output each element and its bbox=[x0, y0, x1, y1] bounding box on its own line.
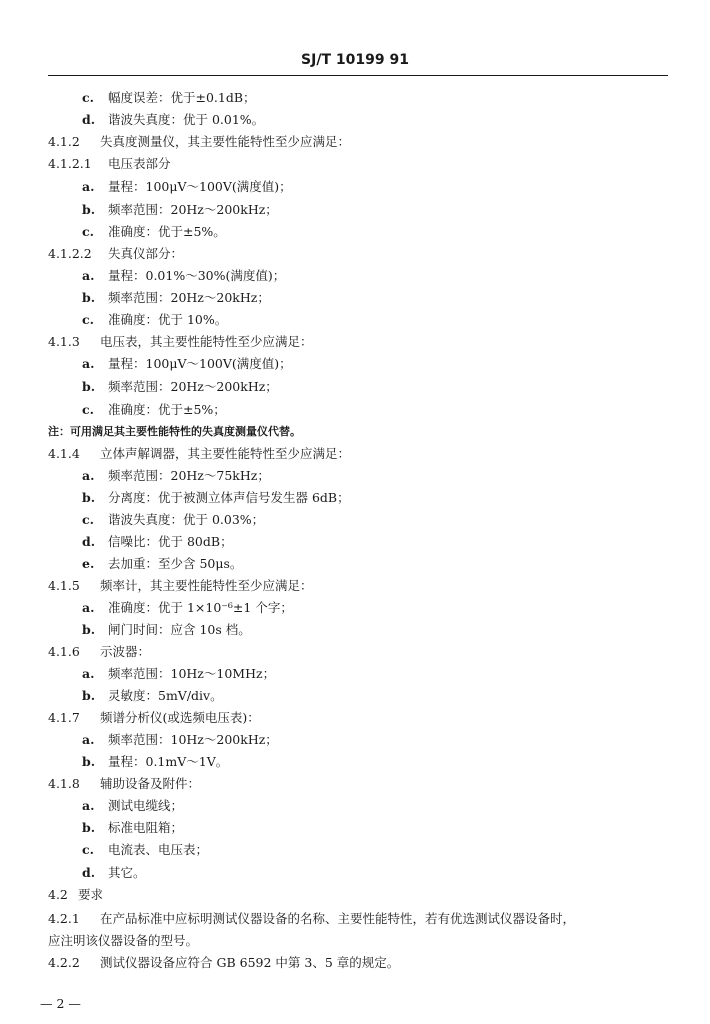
item-label: b. bbox=[82, 290, 96, 305]
document-line bbox=[0, 422, 690, 442]
document-line bbox=[0, 796, 690, 816]
item-label: a. bbox=[82, 798, 95, 813]
document-line bbox=[0, 110, 690, 130]
document-line bbox=[0, 200, 690, 220]
document-line bbox=[0, 88, 690, 108]
line-text: 准确度：优于 10%。 bbox=[108, 312, 228, 327]
line-text: 测试电缆线； bbox=[108, 798, 184, 813]
line-text: 频率范围：10Hz～200kHz； bbox=[108, 732, 278, 747]
item-label: c. bbox=[82, 312, 94, 327]
document-line bbox=[0, 554, 690, 574]
document-line bbox=[0, 244, 690, 264]
line-text: 幅度误差：优于±0.1dB； bbox=[108, 90, 256, 105]
line-text: 电压表部分 bbox=[108, 156, 171, 171]
line-text: 谐波失真度：优于 0.01%。 bbox=[108, 112, 265, 127]
section-number: 4.1.4 bbox=[48, 446, 80, 461]
document-line bbox=[0, 642, 690, 662]
document-line bbox=[0, 885, 690, 905]
item-label: b. bbox=[82, 688, 96, 703]
section-number: 4.1.6 bbox=[48, 644, 80, 659]
line-text: 去加重：至少含 50μs。 bbox=[108, 556, 243, 571]
line-text: 失真仪部分： bbox=[108, 246, 184, 261]
line-text: 立体声解调器，其主要性能特性至少应满足： bbox=[100, 446, 351, 461]
line-text: 量程：100μV～100V(满度值)； bbox=[108, 356, 292, 371]
page-header: SJ/T 10199 91 bbox=[301, 52, 409, 68]
section-number: 4.2.2 bbox=[48, 955, 80, 970]
document-line bbox=[0, 288, 690, 308]
document-line bbox=[0, 730, 690, 750]
line-text: 频率范围：10Hz～10MHz； bbox=[108, 666, 276, 681]
line-text: 频率范围：20Hz～200kHz； bbox=[108, 379, 278, 394]
item-label: d. bbox=[82, 112, 96, 127]
item-label: a. bbox=[82, 666, 95, 681]
item-label: b. bbox=[82, 820, 96, 835]
document-line bbox=[0, 354, 690, 374]
item-label: c. bbox=[82, 402, 94, 417]
item-label: b. bbox=[82, 490, 96, 505]
line-text: 应注明该仪器设备的型号。 bbox=[48, 933, 199, 948]
document-line bbox=[0, 400, 690, 420]
item-label: e. bbox=[82, 556, 95, 571]
line-text: 辅助设备及附件： bbox=[100, 776, 201, 791]
item-label: c. bbox=[82, 224, 94, 239]
document-line bbox=[0, 818, 690, 838]
item-label: a. bbox=[82, 468, 95, 483]
document-line bbox=[0, 177, 690, 197]
document-line bbox=[0, 377, 690, 397]
document-line bbox=[0, 708, 690, 728]
document-line bbox=[0, 909, 690, 929]
document-line bbox=[0, 664, 690, 684]
line-text: 频率范围：20Hz～20kHz； bbox=[108, 290, 270, 305]
item-label: a. bbox=[82, 356, 95, 371]
line-text: 频率范围：20Hz～75kHz； bbox=[108, 468, 270, 483]
line-text: 信噪比：优于 80dB； bbox=[108, 534, 233, 549]
item-label: a. bbox=[82, 179, 95, 194]
item-label: c. bbox=[82, 90, 94, 105]
document-line bbox=[0, 332, 690, 352]
section-number: 4.1.3 bbox=[48, 334, 80, 349]
document-line bbox=[0, 598, 690, 618]
line-text: 谐波失真度：优于 0.03%； bbox=[108, 512, 265, 527]
page-number: — 2 — bbox=[40, 996, 81, 1011]
document-line bbox=[0, 510, 690, 530]
document-line bbox=[0, 266, 690, 286]
item-label: a. bbox=[82, 600, 95, 615]
section-number: 4.1.2 bbox=[48, 134, 80, 149]
line-text: 电流表、电压表； bbox=[108, 842, 209, 857]
document-line bbox=[0, 931, 690, 951]
document-line bbox=[0, 686, 690, 706]
section-number: 4.1.5 bbox=[48, 578, 80, 593]
line-text: 量程：0.1mV～1V。 bbox=[108, 754, 229, 769]
item-label: a. bbox=[82, 268, 95, 283]
document-line bbox=[0, 774, 690, 794]
document-line bbox=[0, 222, 690, 242]
item-label: b. bbox=[82, 754, 96, 769]
line-text: 闸门时间：应含 10s 档。 bbox=[108, 622, 251, 637]
section-number: 4.1.2.2 bbox=[48, 246, 92, 261]
line-text: 量程：0.01%～30%(满度值)； bbox=[108, 268, 286, 283]
document-line bbox=[0, 310, 690, 330]
document-line bbox=[0, 532, 690, 552]
section-number: 4.2.1 bbox=[48, 911, 80, 926]
line-text: 其它。 bbox=[108, 865, 146, 880]
line-text: 量程：100μV～100V(满度值)； bbox=[108, 179, 292, 194]
line-text: 频谱分析仪(或选频电压表)： bbox=[100, 710, 260, 725]
item-label: d. bbox=[82, 865, 96, 880]
item-label: b. bbox=[82, 379, 96, 394]
document-line bbox=[0, 840, 690, 860]
section-number: 4.1.2.1 bbox=[48, 156, 92, 171]
item-label: c. bbox=[82, 842, 94, 857]
item-label: c. bbox=[82, 512, 94, 527]
header-rule bbox=[48, 75, 668, 76]
line-text: 标准电阻箱； bbox=[108, 820, 184, 835]
document-line bbox=[0, 752, 690, 772]
document-line bbox=[0, 863, 690, 883]
document-line bbox=[0, 132, 690, 152]
document-line bbox=[0, 466, 690, 486]
document-line bbox=[0, 444, 690, 464]
document-line bbox=[0, 154, 690, 174]
line-text: 在产品标准中应标明测试仪器设备的名称、主要性能特性，若有优选测试仪器设备时， bbox=[100, 911, 576, 926]
document-line bbox=[0, 620, 690, 640]
line-text: 失真度测量仪，其主要性能特性至少应满足： bbox=[100, 134, 351, 149]
section-number: 4.2 bbox=[48, 887, 68, 902]
line-text: 要求 bbox=[78, 887, 104, 902]
item-label: a. bbox=[82, 732, 95, 747]
document-line bbox=[0, 488, 690, 508]
item-label: b. bbox=[82, 202, 96, 217]
line-text: 频率范围：20Hz～200kHz； bbox=[108, 202, 278, 217]
line-text: 频率计，其主要性能特性至少应满足： bbox=[100, 578, 313, 593]
line-text: 准确度：优于±5%。 bbox=[108, 224, 226, 239]
line-text: 灵敏度：5mV/div。 bbox=[108, 688, 223, 703]
line-text: 准确度：优于±5%； bbox=[108, 402, 226, 417]
document-line bbox=[0, 576, 690, 596]
line-text: 电压表，其主要性能特性至少应满足： bbox=[100, 334, 313, 349]
line-text: 分离度：优于被测立体声信号发生器 6dB； bbox=[108, 490, 350, 505]
line-text: 示波器： bbox=[100, 644, 151, 659]
section-number: 4.1.8 bbox=[48, 776, 80, 791]
note-text: 注：可用满足其主要性能特性的失真度测量仪代替。 bbox=[48, 425, 301, 438]
section-number: 4.1.7 bbox=[48, 710, 80, 725]
item-label: d. bbox=[82, 534, 96, 549]
document-line bbox=[0, 953, 690, 973]
line-text: 测试仪器设备应符合 GB 6592 中第 3、5 章的规定。 bbox=[100, 955, 400, 970]
item-label: b. bbox=[82, 622, 96, 637]
line-text: 准确度：优于 1×10⁻⁶±1 个字； bbox=[108, 600, 293, 615]
